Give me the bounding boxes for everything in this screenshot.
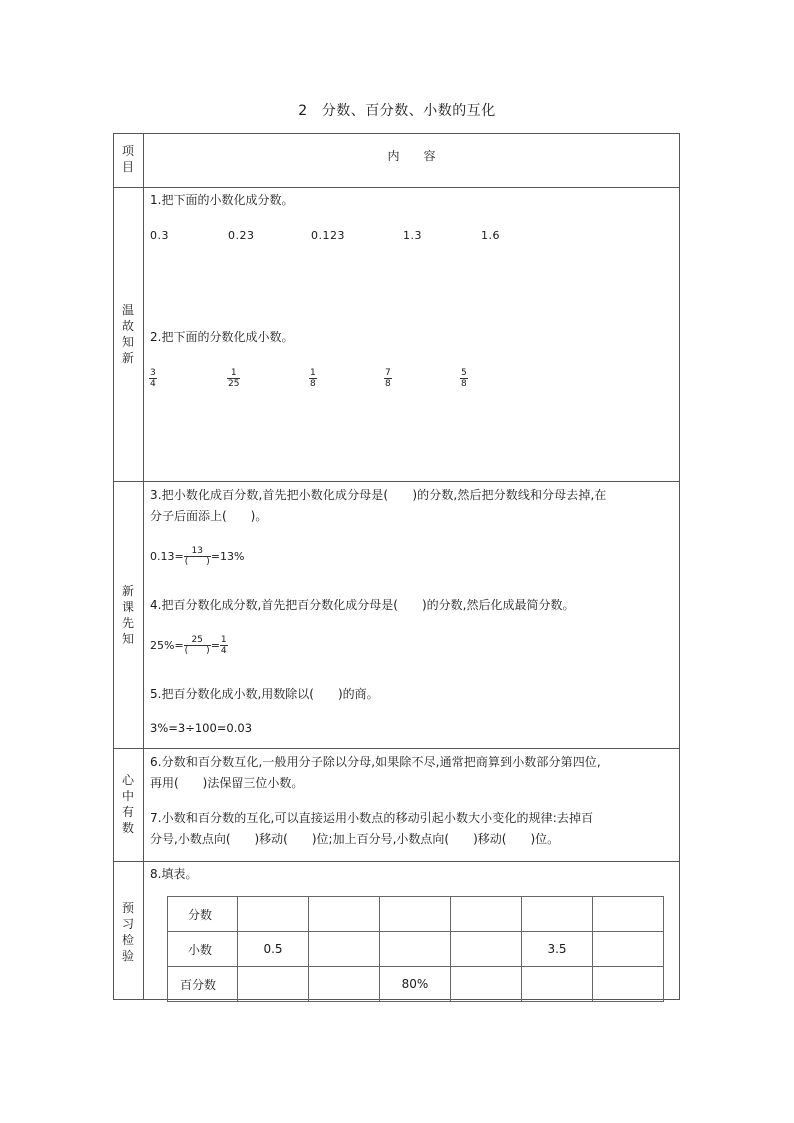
table-cell xyxy=(522,967,593,1002)
table-cell: 0.5 xyxy=(238,932,309,967)
row-divider xyxy=(113,481,680,482)
question-6-line1: 6.分数和百分数互化,一般用分子除以分母,如果除不尽,通常把商算到小数部分第四位, xyxy=(150,755,601,769)
column-divider xyxy=(143,133,144,1000)
question-2-text: 2.把下面的分数化成小数。 xyxy=(150,330,294,344)
q1-value: 1.6 xyxy=(481,229,500,242)
q2-fraction: $\frac{3}{4}$ xyxy=(150,368,156,389)
q1-value: 0.23 xyxy=(228,229,255,242)
question-4-text: 4.把百分数化成分数,首先把百分数化成分母是( )的分数,然后化成最简分数。 xyxy=(150,598,575,612)
table-cell: 3.5 xyxy=(522,932,593,967)
title-text: 分数、百分数、小数的互化 xyxy=(321,103,496,119)
question-8-text: 8.填表。 xyxy=(150,867,198,881)
table-cell xyxy=(238,897,309,932)
table-row xyxy=(168,932,664,967)
section-preview-label: 新课先知 xyxy=(121,584,134,646)
q4-example: 25%= $\frac{25}{( )}$ = $\frac{1}{4}$ xyxy=(150,635,227,656)
row-divider xyxy=(113,187,680,188)
question-6-line2: 再用( )法保留三位小数。 xyxy=(150,776,304,790)
q3-example: 0.13= $\frac{13}{( )}$ =13% xyxy=(150,546,245,567)
question-7-line1: 7.小数和百分数的互化,可以直接运用小数点的移动引起小数大小变化的规律:去掉百 xyxy=(150,811,594,825)
row-label: 小数 xyxy=(168,932,238,967)
q1-value: 0.123 xyxy=(311,229,345,242)
table-cell xyxy=(451,897,522,932)
fill-in-table xyxy=(167,896,664,1002)
row-label: 百分数 xyxy=(168,967,238,1002)
section-review-label: 温故知新 xyxy=(121,303,134,365)
table-cell xyxy=(238,967,309,1002)
question-3-line1: 3.把小数化成百分数,首先把小数化成分母是( )的分数,然后把分数线和分母去掉,在 xyxy=(150,488,607,502)
q2-fraction: $\frac{7}{8}$ xyxy=(385,368,391,389)
table-cell xyxy=(380,932,451,967)
table-cell: 80% xyxy=(380,967,451,1002)
question-7-line2: 分号,小数点向( )移动( )位;加上百分号,小数点向( )移动( )位。 xyxy=(150,832,560,846)
table-cell xyxy=(593,897,664,932)
header-item-label: 项目 xyxy=(121,144,134,174)
title-number: 2 xyxy=(298,103,308,119)
table-cell xyxy=(451,932,522,967)
table-cell xyxy=(309,967,380,1002)
q1-value: 1.3 xyxy=(403,229,422,242)
q5-example: 3%=3÷100=0.03 xyxy=(150,721,253,735)
table-cell xyxy=(522,897,593,932)
question-5-text: 5.把百分数化成小数,用数除以( )的商。 xyxy=(150,687,379,701)
table-cell xyxy=(593,932,664,967)
q1-value: 0.3 xyxy=(150,229,169,242)
table-cell xyxy=(380,897,451,932)
section-key-label: 心中有数 xyxy=(121,773,134,835)
row-divider xyxy=(113,861,680,862)
table-cell xyxy=(593,967,664,1002)
row-divider xyxy=(113,748,680,749)
table-row xyxy=(168,967,664,1002)
question-3-line2: 分子后面添上( )。 xyxy=(150,509,268,523)
table-cell xyxy=(309,932,380,967)
row-label: 分数 xyxy=(168,897,238,932)
section-check-label: 预习检验 xyxy=(121,901,134,963)
q2-fraction: $\frac{5}{8}$ xyxy=(461,368,467,389)
table-cell xyxy=(451,967,522,1002)
question-1-text: 1.把下面的小数化成分数。 xyxy=(150,193,294,207)
table-row xyxy=(168,897,664,932)
table-cell xyxy=(309,897,380,932)
header-content-label: 内 容 xyxy=(387,149,436,163)
q2-fraction: $\frac{1}{8}$ xyxy=(310,368,316,389)
q2-fraction: $\frac{1}{25}$ xyxy=(228,368,240,389)
page-title xyxy=(0,100,794,120)
